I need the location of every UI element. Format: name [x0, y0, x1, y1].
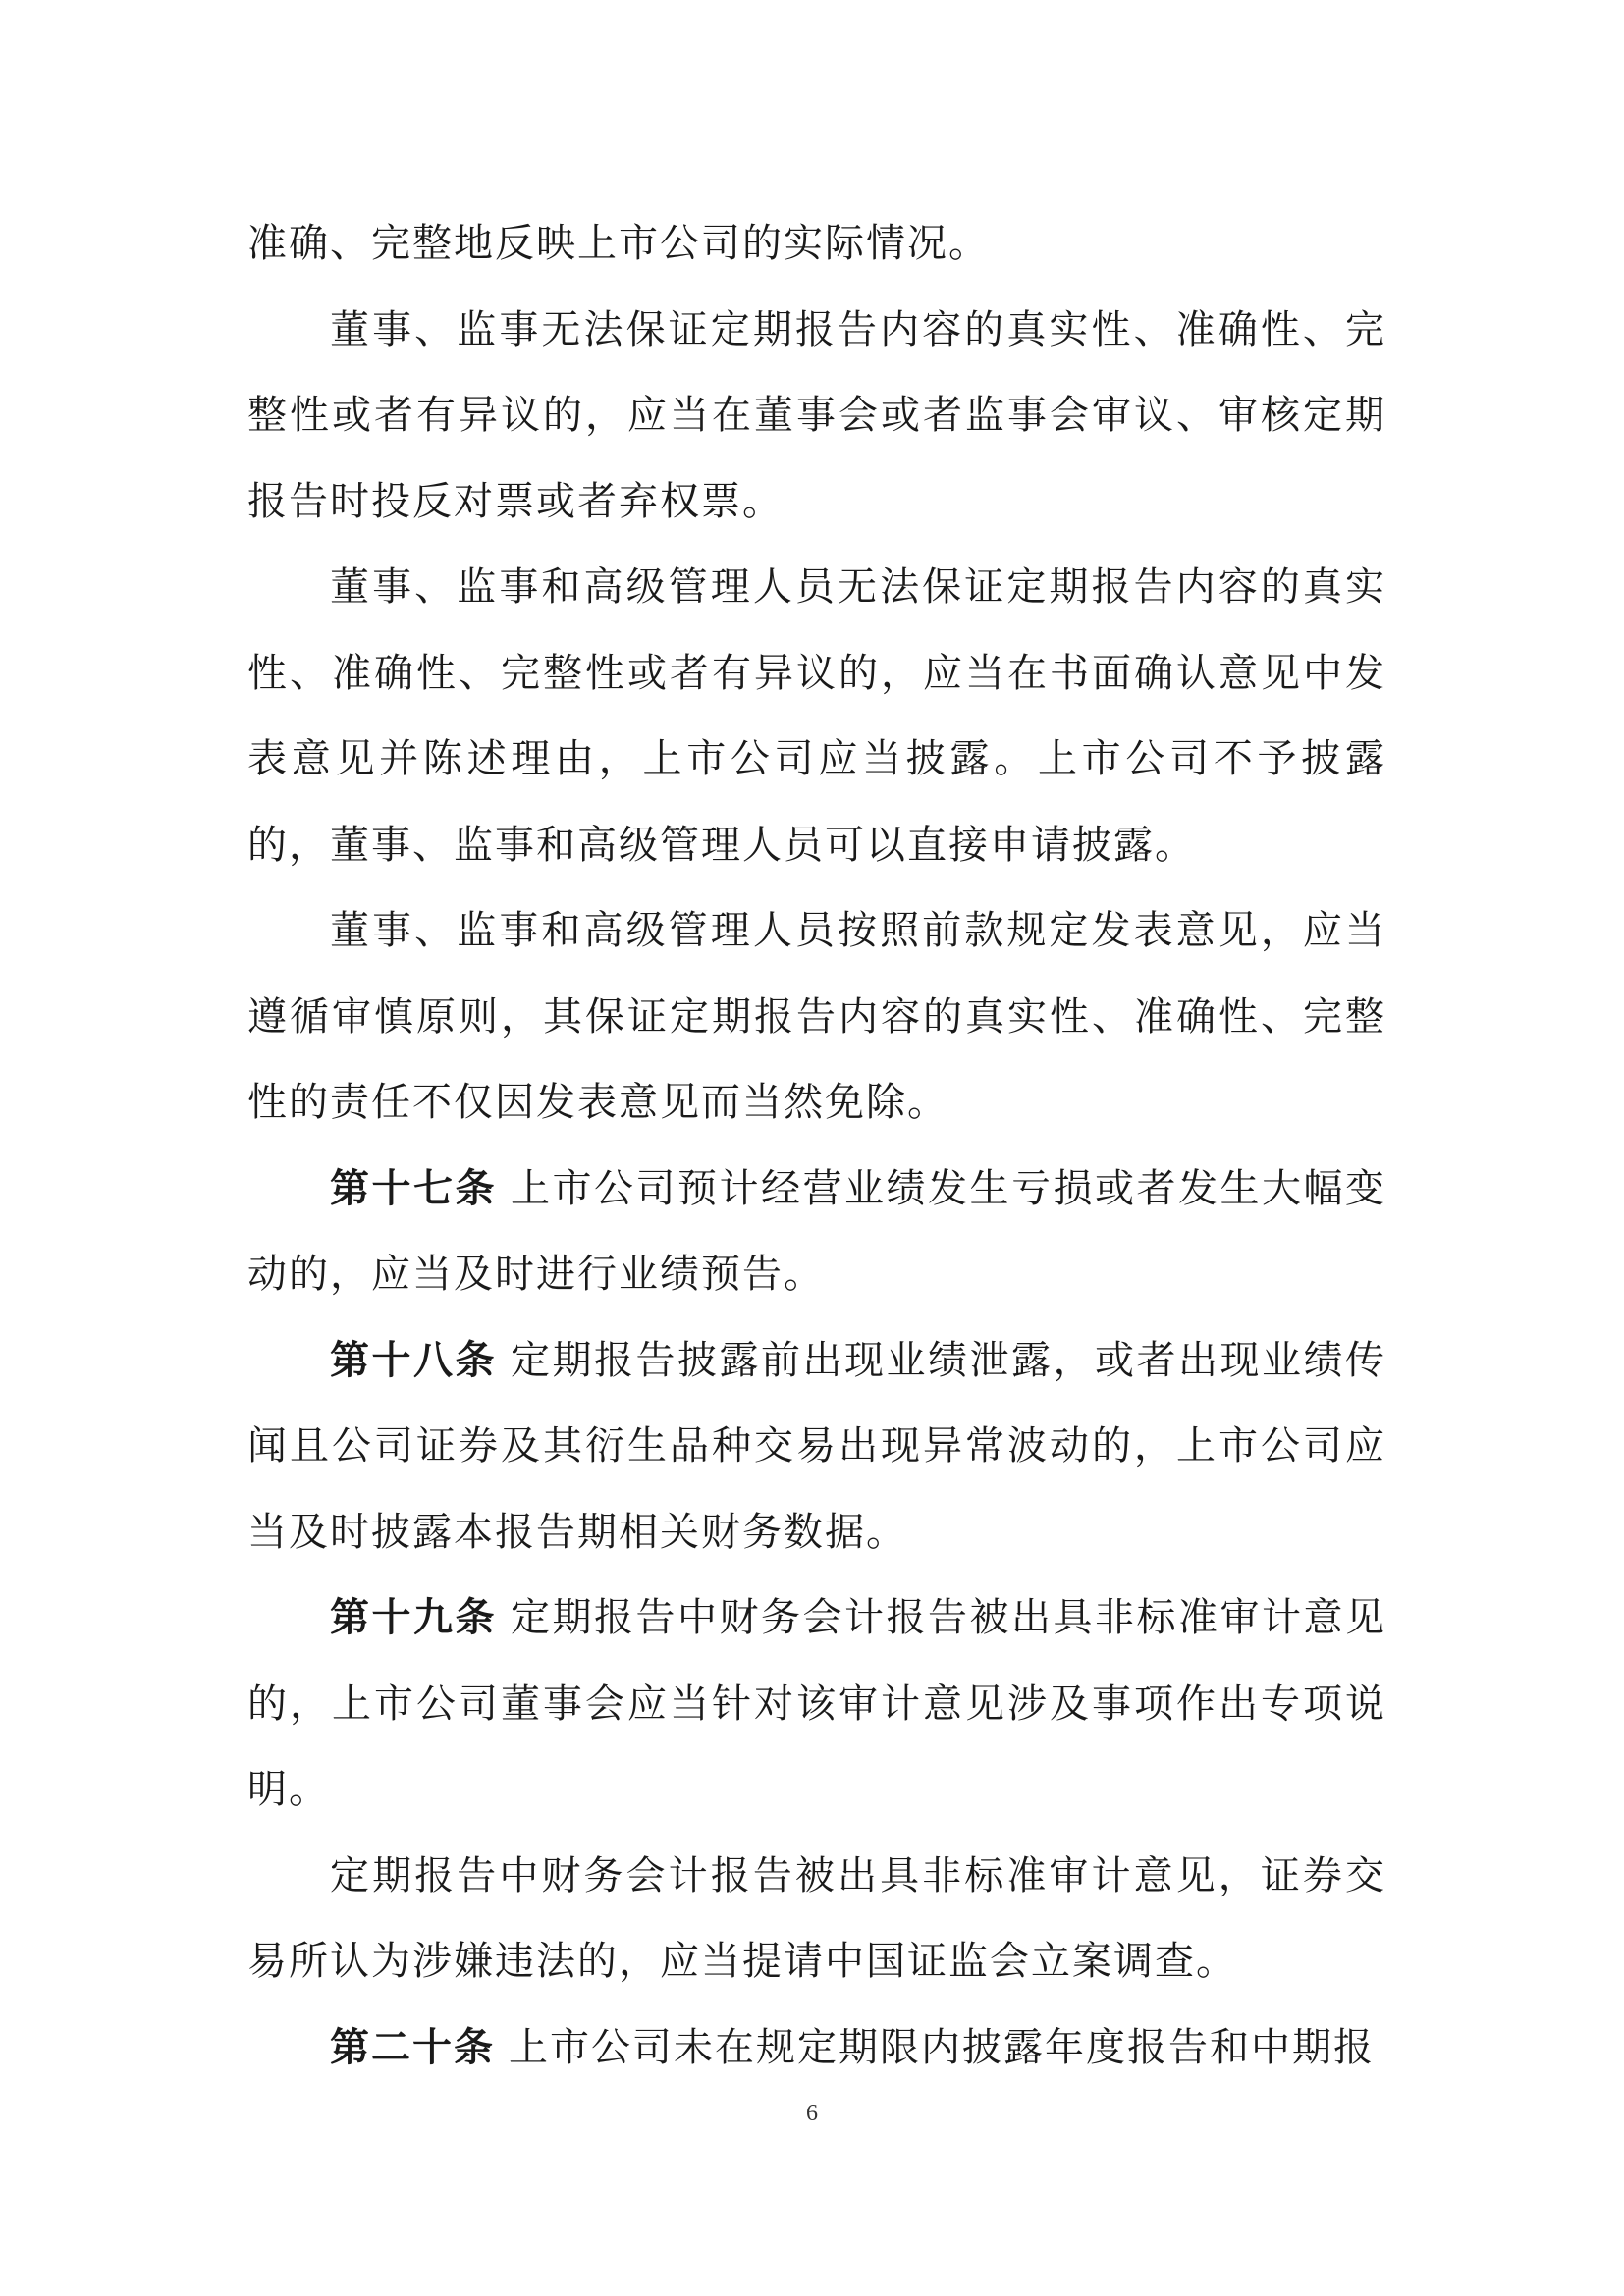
paragraph: [247, 888, 1386, 1147]
paragraph: [247, 545, 1386, 888]
paragraph-text: 董事、监事和高级管理人员按照前款规定发表意见，应当遵循审慎原则，其保证定期报告内容的真实性、准确性、完整性的责任不仅因发表意见而当然免除。: [247, 908, 1386, 1125]
article-20-paragraph: [247, 2005, 1386, 2092]
paragraph-text: 准确、完整地反映上市公司的实际情况。: [247, 221, 990, 266]
article-number: 第十八条: [330, 1337, 497, 1383]
paragraph-text: 董事、监事和高级管理人员无法保证定期报告内容的真实性、准确性、完整性或者有异议的，应当在书面确认意见中发表意见并陈述理由，上市公司应当披露。上市公司不予披露的，董事、监事和高级管理人员可以直接申请披露。: [247, 564, 1386, 868]
paragraph: [247, 1834, 1386, 2005]
article-number: 第二十条: [330, 2024, 495, 2070]
article-number: 第十七条: [330, 1165, 497, 1211]
paragraph: [247, 201, 1386, 288]
paragraph-text: 定期报告披露前出现业绩泄露，或者出现业绩传闻且公司证券及其衍生品种交易出现异常波动的，上市公司应当及时披露本报告期相关财务数据。: [247, 1337, 1386, 1555]
paragraph-text: 定期报告中财务会计报告被出具非标准审计意见的，上市公司董事会应当针对该审计意见涉及事项作出专项说明。: [247, 1595, 1386, 1812]
article-17-paragraph: [247, 1147, 1386, 1318]
article-19-paragraph: [247, 1575, 1386, 1834]
paragraph-text: 董事、监事无法保证定期报告内容的真实性、准确性、完整性或者有异议的，应当在董事会或者监事会审议、审核定期报告时投反对票或者弃权票。: [247, 306, 1386, 524]
paragraph: [247, 288, 1386, 546]
document-body: [247, 201, 1386, 2091]
article-number: 第十九条: [330, 1595, 497, 1640]
article-18-paragraph: [247, 1318, 1386, 1576]
paragraph-text: 上市公司预计经营业绩发生亏损或者发生大幅变动的，应当及时进行业绩预告。: [247, 1165, 1386, 1297]
paragraph-text: 定期报告中财务会计报告被出具非标准审计意见，证券交易所认为涉嫌违法的，应当提请中国证监会立案调查。: [247, 1852, 1386, 1984]
paragraph-text: 上市公司未在规定期限内披露年度报告和中期报: [509, 2024, 1375, 2070]
page-number: 6: [806, 2101, 818, 2126]
